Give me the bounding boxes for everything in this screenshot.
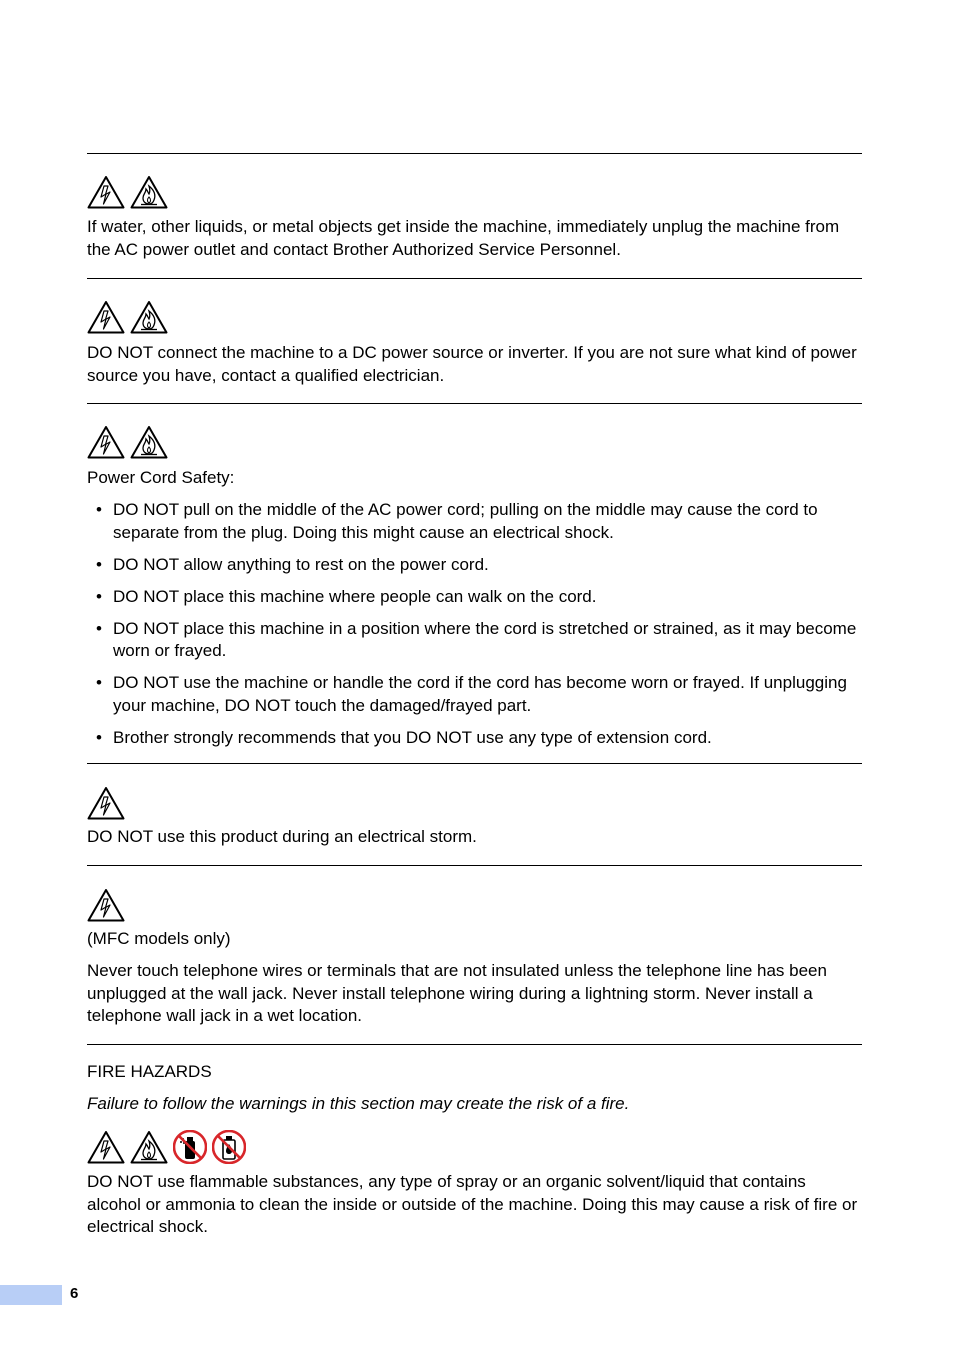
footer-bar <box>0 1285 62 1305</box>
list-item <box>87 586 862 609</box>
list-item-text: DO NOT place this machine in a position where the cord is stretched or strained, as it may become worn or frayed. <box>113 618 857 660</box>
no-flammable-liquid-icon <box>212 1130 246 1164</box>
list-item-text: Brother strongly recommends that you DO NOT use any type of extension cord. <box>113 727 712 747</box>
warning-text: DO NOT use this product during an electrical storm. <box>87 827 477 846</box>
page-number: 6 <box>70 1285 79 1302</box>
power-cord-safety-list <box>87 499 862 759</box>
list-item-text: DO NOT pull on the middle of the AC power cord; pulling on the middle may cause the cord to separate from the plug. Doing this might cause an electrical shock. <box>113 500 818 542</box>
fire-hazard-icon <box>130 1130 168 1164</box>
warning-icons <box>87 1126 246 1164</box>
warning-text: If water, other liquids, or metal objects get inside the machine, immediately unplug the machine from the AC power outlet and contact Brother Authorized Service Personnel. <box>87 217 840 259</box>
list-item <box>87 554 862 577</box>
bullet-icon: • <box>96 618 102 638</box>
bullet-icon: • <box>96 500 102 519</box>
section-divider <box>87 865 862 866</box>
section-divider <box>87 153 862 154</box>
warning-text: DO NOT connect the machine to a DC power source or inverter. If you are not sure what kind of power source you have, contact a qualified electrician. <box>87 343 857 385</box>
electrical-hazard-icon <box>87 175 125 209</box>
list-item-text: DO NOT place this machine where people can walk on the cord. <box>113 586 597 606</box>
electrical-hazard-icon <box>87 300 125 334</box>
list-item <box>87 672 862 717</box>
bullet-icon: • <box>96 673 102 692</box>
electrical-hazard-icon <box>87 1130 125 1164</box>
warning-icons <box>87 171 168 209</box>
fire-hazard-icon <box>130 175 168 209</box>
section-intro: Power Cord Safety: <box>87 468 235 487</box>
warning-text: Never touch telephone wires or terminals that are not insulated unless the telephone line has been unplugged at the wall jack. Never install telephone wiring during a lightning storm. Never install a telephone wall jack in a wet location. <box>87 961 827 1025</box>
fire-hazard-icon <box>130 425 168 459</box>
no-flammable-spray-icon <box>173 1130 207 1164</box>
warning-icons <box>87 782 125 820</box>
list-item <box>87 727 862 750</box>
bullet-icon: • <box>96 554 102 574</box>
warning-icons <box>87 296 168 334</box>
section-divider <box>87 763 862 764</box>
section-divider <box>87 278 862 279</box>
warning-icons <box>87 884 125 922</box>
list-item <box>87 499 862 544</box>
fire-hazards-subheading: Failure to follow the warnings in this section may create the risk of a fire. <box>87 1094 630 1113</box>
electrical-hazard-icon <box>87 786 125 820</box>
section-intro: (MFC models only) <box>87 929 231 948</box>
bullet-icon: • <box>96 586 102 606</box>
warning-text: DO NOT use flammable substances, any type of spray or an organic solvent/liquid that contains alcohol or ammonia to clean the inside or outside of the machine. Doing this may cause a risk of fire or electrical shock. <box>87 1172 858 1236</box>
list-item-text: DO NOT allow anything to rest on the power cord. <box>113 554 489 574</box>
section-divider <box>87 1044 862 1045</box>
warning-icons <box>87 421 168 459</box>
electrical-hazard-icon <box>87 888 125 922</box>
electrical-hazard-icon <box>87 425 125 459</box>
list-item <box>87 618 862 663</box>
section-divider <box>87 403 862 404</box>
list-item-text: DO NOT use the machine or handle the cord if the cord has become worn or frayed. If unplugging your machine, DO NOT touch the damaged/frayed part. <box>113 673 847 715</box>
fire-hazard-icon <box>130 300 168 334</box>
bullet-icon: • <box>96 727 102 747</box>
fire-hazards-heading: FIRE HAZARDS <box>87 1062 212 1081</box>
